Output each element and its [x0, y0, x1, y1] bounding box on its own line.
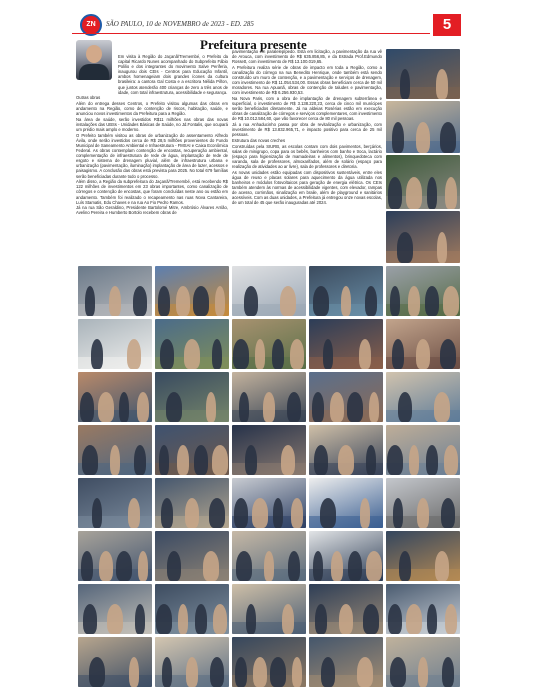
photo-floor [232, 622, 306, 634]
article-paragraph: O Prefeito também visitou as obras de urbanização do assentamento Alfredo Ávila, onde serão investidos cerca de R$ 28,5 milhões provenientes do Fundo Municipal de Saneamento Ambiental e Infraestrutura - FMSAI e Caixa Econômica Federal. As obras contemplam contenção de encostas, recuperação ambiental, complementação de infraestrutura de rede de água, implantação de rede de esgoto e sistema de drenagem pluvial, além de infraestrutura urbana e urbanização (pavimentação, iluminação) implantação de área de lazer, acessos e paisagismo. A conclusão das obras está prevista para 2025. No total 679 famílias serão beneficiadas durante todo o processo. [76, 132, 228, 179]
photo-figure [116, 551, 132, 581]
photo-figure [313, 286, 329, 316]
event-photo [155, 266, 229, 316]
photo-figure [347, 392, 363, 422]
photo-figure [176, 286, 190, 316]
event-photo [309, 319, 383, 369]
event-photo [386, 637, 460, 687]
photo-figure [255, 339, 265, 369]
event-photo [309, 637, 383, 687]
photo-figure [253, 657, 267, 687]
photo-figure [99, 551, 113, 581]
photo-figure [290, 339, 304, 369]
photo-figure [348, 551, 362, 581]
event-photo [309, 425, 383, 475]
photo-figure [437, 232, 447, 263]
photo-figure [110, 445, 120, 475]
photo-figure [365, 286, 377, 316]
event-photo [232, 531, 306, 581]
photo-figure [137, 392, 149, 422]
event-photo [386, 425, 460, 475]
event-photo [386, 211, 460, 263]
photo-figure [392, 122, 404, 153]
photo-figure [109, 286, 121, 316]
event-photo [386, 372, 460, 422]
photo-figure [272, 339, 284, 369]
photo-figure [160, 339, 174, 369]
photo-figure [441, 498, 455, 528]
photo-figure [416, 339, 430, 369]
photo-figure [134, 445, 146, 475]
photo-figure [357, 657, 373, 687]
photo-figure [252, 498, 268, 528]
photo-figure [339, 604, 353, 634]
event-photo [78, 478, 152, 528]
photo-figure [98, 392, 114, 422]
photo-floor [309, 357, 383, 369]
article-paragraph: A Prefeitura realiza série de obras de impacto em toda a Região, como a canalização do córrego na rua Benedito Henrique, onde também está sendo construído um muro de contenção, e a pavimentação e serviços de drenagem, com investimento de R$ 11.054.534,00. Essas obras beneficiam cerca de 50 mil moradores. Na rua Apuanã, obras de contenção de taludes e pavimentação, com investimento de R$ 6.256.930,53. [232, 64, 382, 96]
photo-figure [387, 445, 403, 475]
event-photo [232, 425, 306, 475]
photo-figure [426, 445, 438, 475]
photo-figure [92, 498, 102, 528]
photo-figure [321, 657, 335, 687]
photo-figure [434, 392, 450, 422]
photo-figure [323, 339, 333, 369]
photo-figure [161, 498, 173, 528]
photo-figure [89, 657, 105, 687]
photo-figure [399, 551, 411, 581]
photo-floor [78, 516, 152, 528]
photo-figure [85, 286, 95, 316]
event-photo [309, 372, 383, 422]
photo-figure [212, 445, 228, 475]
photo-figure [235, 657, 247, 687]
photo-figure [440, 122, 456, 153]
article-paragraph: pavimentação em paralelepípedo. Está em licitação, a pavimentação da rua vê de Arouca, com investimento de R$ 635.856,85, e da Estrada Prof.Edmundo Rossett, com investimento de R$ 13.100.019,65. [232, 49, 382, 65]
photo-figure [397, 232, 413, 263]
photo-figure [360, 498, 370, 528]
event-photo [386, 266, 460, 316]
event-photo [386, 478, 460, 528]
photo-figure [234, 498, 248, 528]
article-paragraph: Além do entrega desses Centros, o Prefeito visitou algumas das obras em andamento na Região, como de contenção de riscos, habitação, saúde, e anunciou novos investimentos da Prefeitura para a Região. [76, 101, 228, 117]
photo-figure [435, 551, 449, 581]
event-photo [78, 637, 152, 687]
event-photo [386, 531, 460, 581]
event-photo [386, 584, 460, 634]
photo-figure [133, 286, 147, 316]
event-photo [232, 319, 306, 369]
article-column-2 [232, 49, 382, 206]
photo-figure [363, 604, 379, 634]
photo-figure [287, 392, 301, 422]
photo-figure [442, 657, 454, 687]
photo-figure [186, 657, 198, 687]
photo-figure [341, 286, 351, 316]
photo-figure [312, 392, 324, 422]
photo-figure [315, 604, 327, 634]
event-photo [232, 637, 306, 687]
event-photo [309, 478, 383, 528]
photo-figure [406, 177, 422, 209]
photo-figure [206, 392, 216, 422]
photo-figure [288, 551, 300, 581]
photo-figure [129, 657, 139, 687]
page-number: 5 [433, 14, 461, 36]
photo-figure [292, 657, 302, 687]
photo-figure [210, 657, 224, 687]
photo-figure [128, 498, 140, 528]
photo-figure [81, 551, 93, 581]
photo-figure [427, 604, 437, 634]
photo-figure [417, 498, 429, 528]
photo-floor [386, 87, 460, 99]
photo-figure [167, 551, 181, 581]
photo-figure [443, 286, 459, 316]
article-subheading: Estrutura das novas creches [232, 137, 286, 143]
event-photo [78, 425, 152, 475]
photo-figure [409, 445, 419, 475]
event-photo [232, 478, 306, 528]
article-paragraph: Além disso, a Região da subprefeitura do Jaçanã/Tremembé, está recebendo R$ 122 milhões de investimentos em 23 obras importantes, como canalização de córregos e contenção de encostas, que foram concluídas neste ano ou estão em andamento. Também foi realizado o recapeamento nas ruas Nova Cantareira, Luís Stamatis, Edu Chaves e na rua Ao Fio Pedro Ramos. [76, 179, 228, 205]
photo-figure [388, 604, 402, 634]
photo-figure [127, 339, 141, 369]
photo-figure [427, 177, 437, 209]
photo-figure [273, 498, 283, 528]
photo-figure [159, 445, 169, 475]
event-photo [386, 155, 460, 209]
photo-figure [408, 286, 420, 316]
photo-figure [264, 551, 274, 581]
photo-figure [281, 445, 295, 475]
event-photo [78, 372, 152, 422]
article-paragraph: Em visita à Região do Jaçanã/Tremembé, o Prefeito da capital Ricardo Nunes acompanhado do Subprefeito Fábio Polilio e dos integrantes do movimento Salve Periferia, inaugurou dois CEIs - Centros para Educação Infantil, ambos homenageiam dois grandes ícones da cultura brasileira: a cantora Gal Costa e a escritora Nélida Piñon, que juntos atenderão 400 crianças de zero a três anos de idade, com total infraestrutura, acessibilidade e segurança. [118, 54, 228, 95]
photo-figure [314, 445, 328, 475]
photo-figure [291, 498, 303, 528]
photo-figure [245, 445, 257, 475]
photo-figure [185, 498, 199, 528]
photo-figure [203, 551, 219, 581]
photo-figure [393, 498, 403, 528]
event-photo [232, 372, 306, 422]
photo-figure [209, 498, 225, 528]
photo-figure [195, 604, 207, 634]
event-photo [78, 266, 152, 316]
photo-figure [445, 604, 457, 634]
event-photo [155, 425, 229, 475]
photo-figure [388, 177, 402, 209]
photo-figure [119, 392, 129, 422]
photo-figure [135, 604, 145, 634]
photo-figure [282, 604, 294, 634]
event-photo [155, 319, 229, 369]
photo-figure [406, 604, 422, 634]
event-photo [78, 319, 152, 369]
photo-figure [313, 551, 323, 581]
photo-figure [178, 604, 188, 634]
event-photo [309, 266, 383, 316]
photo-figure [162, 657, 172, 687]
photo-figure [177, 445, 189, 475]
event-photo [78, 531, 152, 581]
photo-figure [193, 286, 209, 316]
photo-figure [239, 392, 249, 422]
photo-figure [392, 339, 404, 369]
photo-figure [82, 445, 98, 475]
photo-figure [263, 392, 275, 422]
photo-figure [398, 392, 412, 422]
photo-figure [331, 551, 343, 581]
article-paragraph: Já a rua Anhaducinho passa por obra de revitalização e urbanização, com investimento de R$ 13.832.965,71, e impacto positivo para cerca de 25 mil pessoas. [232, 122, 382, 138]
photo-figure [359, 339, 371, 369]
photo-figure [107, 604, 123, 634]
photo-figure [330, 392, 344, 422]
event-photo [155, 637, 229, 687]
photo-figure [338, 445, 354, 475]
photo-figure [138, 551, 148, 581]
article-subheading: Outras obras [76, 95, 101, 101]
article-paragraph: Na área de saúde, serão investidos R$11 milhões nas obras das novas instalações das UBSs - Unidades Básicas de Saúde, no Jd.Fontalis, que ocupará um prédio mais amplo e moderno. [76, 116, 228, 133]
photo-figure [80, 392, 94, 422]
event-photo [309, 531, 383, 581]
photo-figure [246, 604, 256, 634]
article-column-1 [76, 54, 228, 216]
photo-figure [280, 286, 296, 316]
photo-figure [400, 69, 410, 99]
event-photo [78, 584, 152, 634]
photo-figure [215, 286, 225, 316]
photo-figure [156, 604, 172, 634]
article-paragraph: Já na rua São Geraldino, Presidente Bartolomé Mitre, Ambrósio Álvares Arrião, Avelino Pereira e Humberto Bortolo recebem obras de [76, 205, 228, 216]
photo-figure [444, 445, 458, 475]
logo-text: ZN [86, 21, 96, 28]
event-photo [386, 319, 460, 369]
dateline: SÃO PAULO, 10 de NOVEMBRO de 2023 - ED. 285 [106, 20, 254, 28]
photo-figure [440, 339, 456, 369]
photo-figure [83, 604, 97, 634]
event-photo [309, 584, 383, 634]
event-photo [232, 266, 306, 316]
photo-figure [236, 551, 252, 581]
event-photo [155, 372, 229, 422]
article-paragraph: As novas unidades estão equipadas com dispositivos sustentáveis, entre eles água de reuso e placas solares para aquecimento da água utilizada nos banheiros e módulos fotovoltaicos para geração de energia elétrica. Os CEIs também atendem às normas de acessibilidade vigentes, com elevador, rampas de acesso, corrimãos, sinalização em braile, além de playground e sanitários acessíveis. Com as duas unidades, a Prefeitura já entregou onze novas escolas, de um total de 45 que serão inauguradas até 2024. [232, 169, 382, 206]
event-photo [232, 584, 306, 634]
photo-figure [270, 657, 286, 687]
event-photo [155, 584, 229, 634]
event-photo [155, 478, 229, 528]
photo-figure [366, 445, 376, 475]
photo-figure [445, 177, 457, 209]
photo-figure [390, 657, 406, 687]
article-paragraph: Construídas pela SIURB, as escolas contam com dois pavimentos, berçários, salas de minigrupo, copa para os bebês, banheiros com banho e troca, lactário (espaço para higienização de mamadeiras e alimentos), brinquedoteca com varanda, sala de professores, almoxarifados, além de solário (espaço para realização de atividades ao ar livre), sala de professores e diretoria. [232, 143, 382, 170]
photo-figure [425, 286, 439, 316]
photo-figure [366, 551, 382, 581]
article-paragraph: Na Nova Paris, com a obra de implantação de drenagem subterrânea e superficial, o investimento de R$ 3.138.220,23, cerca de cinco mil munícipes serão beneficiados diretamente. Já na aldeias Rosérias estão em execução obras de canalização de córregos e serviços complementares, com investimento de R$ 10.012.584,60, que vão favorecer cerca de 80 mil pessoas. [232, 96, 382, 122]
photo-figure [233, 339, 249, 369]
photo-figure [158, 286, 170, 316]
photo-figure [244, 286, 258, 316]
photo-figure [194, 445, 208, 475]
photo-figure [213, 604, 227, 634]
photo-figure [320, 498, 336, 528]
photo-figure [418, 657, 428, 687]
photo-figure [212, 339, 222, 369]
article-title: Prefeitura presente [200, 37, 307, 52]
photo-figure [436, 69, 448, 99]
photo-figure [416, 122, 430, 153]
event-photo [386, 101, 460, 153]
header-rule [72, 33, 430, 34]
photo-figure [369, 392, 379, 422]
photo-figure [390, 286, 400, 316]
event-photo [155, 531, 229, 581]
photo-figure [184, 339, 200, 369]
event-photo [386, 49, 460, 99]
photo-figure [166, 392, 182, 422]
photo-figure [91, 339, 103, 369]
